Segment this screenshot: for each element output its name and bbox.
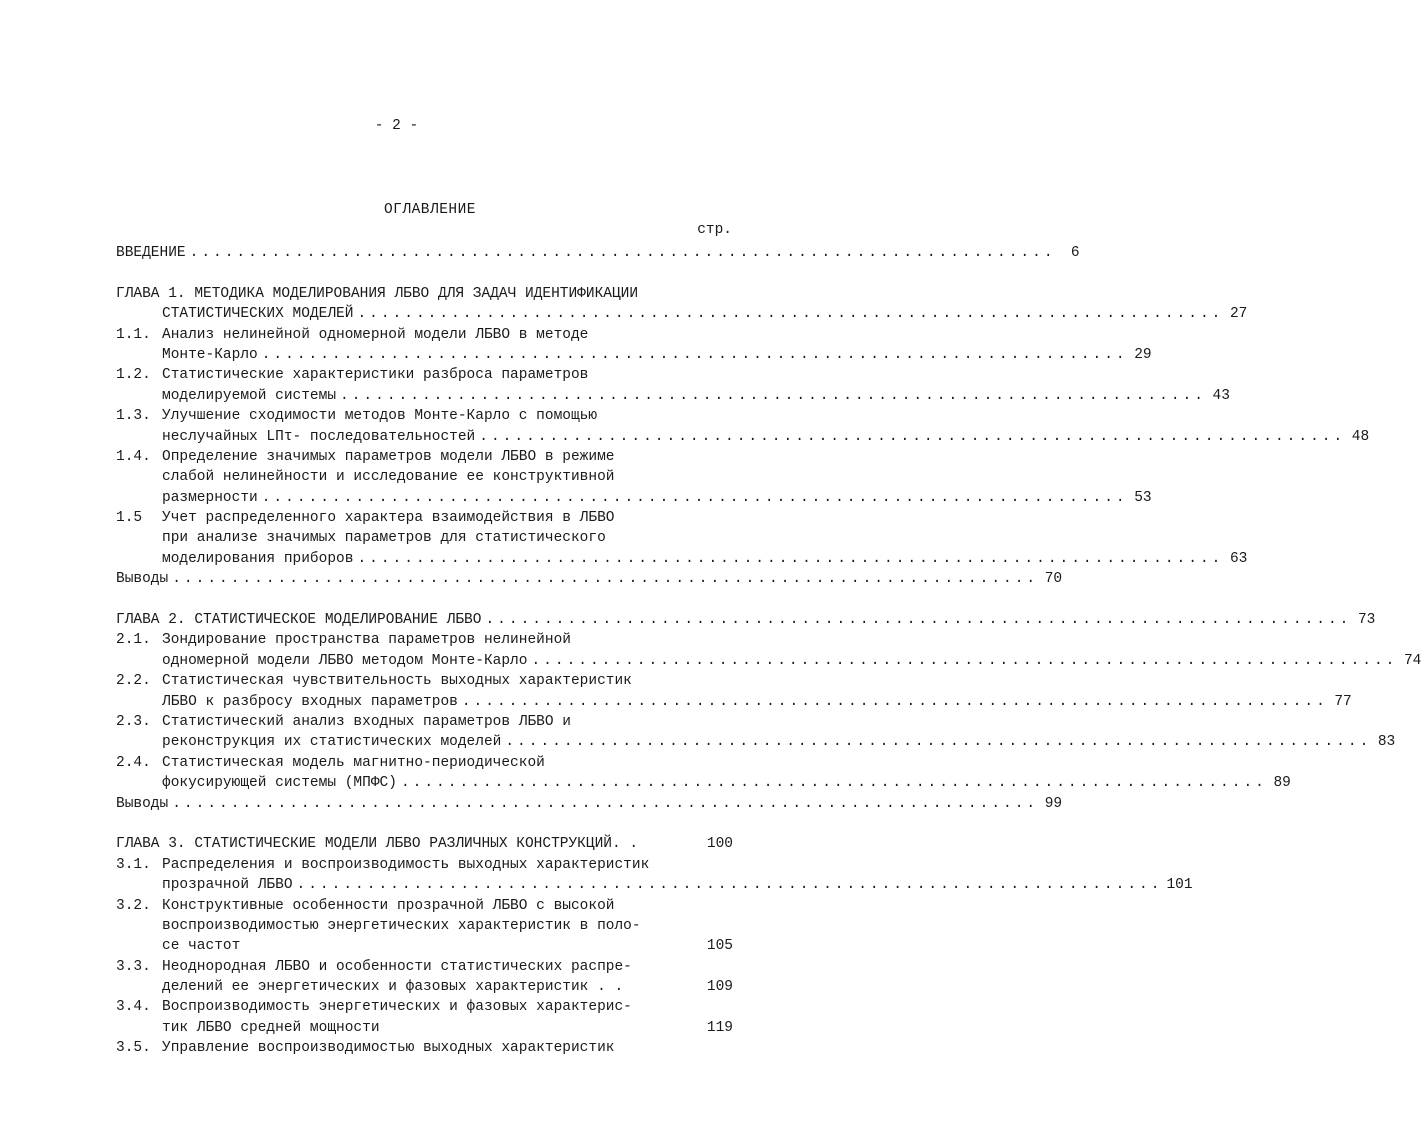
dot-leader: .......................................................................... [340,387,1206,404]
toc-section-2-4 [116,753,733,773]
dot-leader: .......................................................................... [461,693,1328,710]
entry-page: 101 [1166,877,1193,894]
section-title: Распределения и воспроизводимость выходных характеристик [162,856,650,873]
section-title-cont: моделирования приборов [162,550,354,567]
section-title: Статистическая чувствительность выходных характеристик [162,673,632,690]
toc-section-2-2-cont [116,692,1352,712]
section-title-cont: Монте-Карло [162,346,258,363]
toc-section-1-1 [116,325,733,345]
toc-section-3-4 [116,997,733,1017]
toc-section-1-5 [116,508,733,528]
section-title: Статистический анализ входных параметров ЛБВО и [162,713,571,730]
toc-section-1-2 [116,365,733,385]
entry-title: ВВЕДЕНИЕ [116,245,186,261]
entry-page: 73 [1357,612,1376,629]
section-number: 1.3. [116,408,151,425]
toc-section-1-4-cont [116,467,733,487]
toc-section-2-3 [116,712,733,732]
section-title: Улучшение сходимости методов Монте-Карло с помощью [162,408,598,425]
section-number: 1.1. [116,326,151,343]
toc-chapter-3 [116,834,733,854]
toc-section-2-1 [116,630,733,650]
toc-section-1-4-cont2 [116,488,1152,508]
toc-section-3-5 [116,1038,733,1058]
entry-title: Выводы [116,571,169,588]
entry-page: 77 [1334,693,1352,710]
section-number: 3.3. [116,958,151,975]
section-title-cont: тик ЛБВО средней мощности [162,1019,380,1036]
toc-section-1-5-cont [116,528,733,548]
section-number: 3.2. [116,897,151,914]
section-number: 3.1. [116,856,151,873]
entry-page: 53 [1134,489,1152,506]
section-title-cont: размерности [162,489,258,506]
chapter-title: ГЛАВА 1. МЕТОДИКА МОДЕЛИРОВАНИЯ ЛБВО ДЛЯ ЗАДАЧ ИДЕНТИФИКАЦИИ [116,285,639,302]
section-title-cont: прозрачной ЛБВО [162,877,293,894]
section-number: 1.2. [116,367,151,384]
entry-page: 100 [706,836,733,853]
section-number: 2.1. [116,632,151,649]
toc-section-2-3-cont [116,732,1396,752]
section-title-cont: моделируемой системы [162,387,337,404]
toc-section-2-2 [116,671,733,691]
section-number: 2.4. [116,754,151,771]
toc-section-1-3-cont [116,427,1370,447]
dot-leader: .......................................................................... [357,550,1224,567]
entry-page: 29 [1134,346,1152,363]
dot-leader: .......................................................................... [296,877,1163,894]
toc-section-3-2-cont [116,916,733,936]
section-title: Управление воспроизводимостью выходных характеристик [162,1040,615,1057]
section-title-cont: неслучайных LПτ- последовательностей [162,428,476,445]
entry-page: 43 [1212,387,1230,404]
toc-chapter-1-cont [116,304,1248,324]
table-of-contents [116,243,1421,1059]
entry-title: Выводы [116,795,169,812]
toc-section-3-2-cont2 [116,936,733,956]
entry-page: 89 [1273,775,1291,792]
toc-section-2-1-cont [116,651,1421,671]
entry-page: 27 [1229,306,1248,323]
toc-section-1-3 [116,406,733,426]
dot-leader: .......................................................................... [172,571,1039,588]
toc-section-3-3-cont [116,977,733,997]
section-title: Определение значимых параметров модели ЛБВО в режиме [162,448,615,465]
toc-section-3-4-cont [116,1018,733,1038]
section-title-cont: делений ее энергетических и фазовых характеристик . . [162,979,624,996]
toc-section-3-2 [116,896,733,916]
section-title-cont: фокусирующей системы (МПФС) [162,775,397,792]
section-title-cont: одномерной модели ЛБВО методом Монте-Карло [162,652,528,669]
section-title: Учет распределенного характера взаимодействия в ЛБВО [162,510,615,527]
section-number: 2.2. [116,673,151,690]
dot-leader: .......................................................................... [400,775,1267,792]
toc-chapter-1 [116,284,733,304]
toc-section-2-4-cont [116,773,1291,793]
entry-page: 119 [706,1019,733,1036]
toc-section-3-1-cont [116,875,1193,895]
dot-leader: .......................................................................... [172,795,1039,812]
entry-page: 63 [1229,550,1248,567]
dot-leader: .......................................................................... [261,489,1128,506]
toc-conclusions-1 [116,569,1063,589]
dot-leader: .......................................................................... [189,245,1056,261]
chapter-title-cont: СТАТИСТИЧЕСКИХ МОДЕЛЕЙ [162,306,354,323]
entry-page: 109 [706,979,733,996]
page-title: ОГЛАВЛЕНИЕ [383,202,476,218]
section-title: Статистическая модель магнитно-периодической [162,754,545,771]
section-number: 3.4. [116,999,151,1016]
section-title-cont: реконструкция их статистических моделей [162,734,502,751]
chapter-title: ГЛАВА 2. СТАТИСТИЧЕСКОЕ МОДЕЛИРОВАНИЕ ЛБВО [116,612,482,629]
entry-page: 83 [1377,734,1396,751]
page-number: - 2 - [374,118,419,134]
toc-section-1-1-cont [116,345,1152,365]
entry-page: 105 [706,938,733,955]
dot-leader: .......................................................................... [479,428,1346,445]
dot-leader: .......................................................................... [505,734,1372,751]
section-number: 3.5. [116,1040,151,1057]
section-title-cont: при анализе значимых параметров для статистического [162,530,606,547]
section-title: Конструктивные особенности прозрачной ЛБВО с высокой [162,897,615,914]
section-title: Статистические характеристики разброса параметров [162,367,589,384]
toc-section-3-1 [116,855,733,875]
section-title: Неоднородная ЛБВО и особенности статистических распре- [162,958,632,975]
dot-leader: .......................................................................... [357,306,1224,323]
section-title-cont: ЛБВО к разбросу входных параметров [162,693,458,710]
section-title-cont: се частот [162,938,241,955]
toc-entry-intro [116,243,1080,263]
entry-page: 70 [1044,571,1063,588]
entry-page: 48 [1351,428,1370,445]
section-number: 2.3. [116,713,151,730]
section-title: Воспроизводимость энергетических и фазовых характерис- [162,999,632,1016]
toc-section-1-2-cont [116,386,1230,406]
toc-section-3-3 [116,957,733,977]
section-number: 1.5 [116,510,143,527]
entry-page: 6 [1070,245,1080,261]
section-title-cont: воспроизводимостью энергетических характеристик в поло- [162,917,641,934]
entry-page: 74 [1403,652,1421,669]
toc-section-1-5-cont2 [116,549,1248,569]
toc-chapter-2 [116,610,1376,630]
chapter-title: ГЛАВА 3. СТАТИСТИЧЕСКИЕ МОДЕЛИ ЛБВО РАЗЛИЧНЫХ КОНСТРУКЦИЙ. . [116,836,639,853]
section-title-cont: слабой нелинейности и исследование ее конструктивной [162,469,615,486]
dot-leader: .......................................................................... [531,652,1398,669]
toc-section-1-4 [116,447,733,467]
dot-leader: .......................................................................... [485,612,1352,629]
section-title: Анализ нелинейной одномерной модели ЛБВО в методе [162,326,589,343]
section-title: Зондирование пространства параметров нелинейной [162,632,571,649]
page-column-label: стр. [697,222,732,238]
entry-page: 99 [1044,795,1063,812]
dot-leader: .......................................................................... [261,346,1128,363]
section-number: 1.4. [116,448,151,465]
toc-conclusions-2 [116,794,1063,814]
